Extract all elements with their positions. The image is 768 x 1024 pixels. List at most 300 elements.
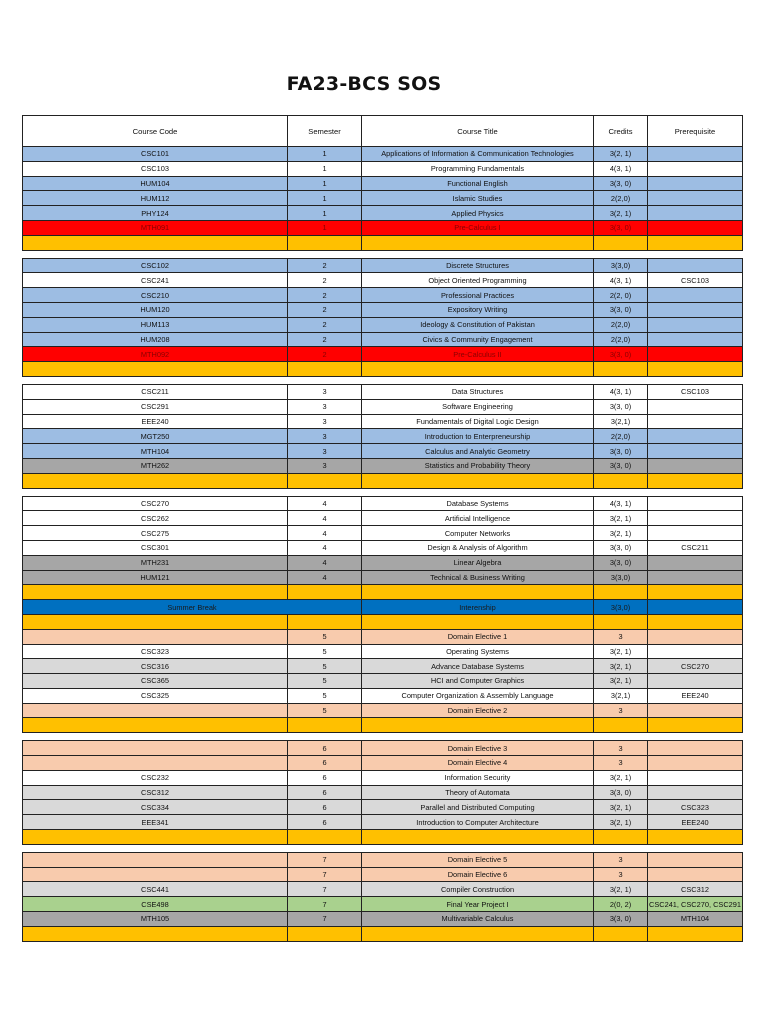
credits-cell: 2(2,0) (594, 332, 648, 347)
course-code-cell: MTH092 (23, 347, 288, 362)
course-title-cell: Expository Writing (362, 302, 594, 317)
course-title-cell: Compiler Construction (362, 882, 594, 897)
credits-cell: 3(3, 0) (594, 176, 648, 191)
credits-cell: 4(3, 1) (594, 161, 648, 176)
credits-cell: 3(2,1) (594, 688, 648, 703)
semester-cell: 7 (288, 867, 362, 882)
table-row (23, 332, 743, 347)
course-code-cell: CSC275 (23, 526, 288, 541)
prerequisite-cell (648, 629, 743, 644)
summer-break-cell: Summer Break (23, 600, 362, 615)
prerequisite-cell (648, 147, 743, 162)
course-title-cell: Applied Physics (362, 206, 594, 221)
credits-cell: 3(2, 1) (594, 147, 648, 162)
table-row (23, 852, 743, 867)
table-row (23, 897, 743, 912)
table-row (23, 555, 743, 570)
semester-cell: 3 (288, 444, 362, 459)
table-row (23, 288, 743, 303)
credits-cell (594, 488, 648, 496)
prerequisite-cell (648, 600, 743, 615)
header-credits: Credits (594, 116, 648, 147)
course-code-cell (23, 718, 288, 733)
credits-cell: 3 (594, 852, 648, 867)
prerequisite-cell: CSC103 (648, 273, 743, 288)
credits-cell: 2(2,0) (594, 429, 648, 444)
semester-cell: 2 (288, 347, 362, 362)
semester-cell: 6 (288, 815, 362, 830)
course-title-cell: Statistics and Probability Theory (362, 458, 594, 473)
course-code-cell: CSC334 (23, 800, 288, 815)
course-title-cell: Ideology & Constitution of Pakistan (362, 317, 594, 332)
course-title-cell (362, 830, 594, 845)
course-code-cell: CSC325 (23, 688, 288, 703)
table-row (23, 362, 743, 377)
semester-cell: 2 (288, 332, 362, 347)
course-title-cell: Introduction to Enterpreneurship (362, 429, 594, 444)
table-row (23, 600, 743, 615)
table-row (23, 770, 743, 785)
semester-cell: 6 (288, 800, 362, 815)
semester-cell: 1 (288, 206, 362, 221)
table-row (23, 302, 743, 317)
credits-cell: 3(2, 1) (594, 206, 648, 221)
page-title: FA23-BCS SOS (286, 73, 442, 95)
course-code-cell (23, 629, 288, 644)
semester-cell: 1 (288, 220, 362, 235)
prerequisite-cell (648, 399, 743, 414)
semester-cell (288, 830, 362, 845)
credits-cell: 3 (594, 703, 648, 718)
semester-cell: 5 (288, 688, 362, 703)
course-code-cell: HUM113 (23, 317, 288, 332)
prerequisite-cell (648, 785, 743, 800)
course-code-cell (23, 473, 288, 488)
credits-cell: 3(3, 0) (594, 540, 648, 555)
prerequisite-cell (648, 733, 743, 741)
semester-cell: 3 (288, 429, 362, 444)
table-row (23, 882, 743, 897)
table-row (23, 220, 743, 235)
course-code-cell: CSC316 (23, 659, 288, 674)
credits-cell (594, 718, 648, 733)
semester-cell: 7 (288, 912, 362, 927)
course-title-cell: Object Oriented Programming (362, 273, 594, 288)
course-code-cell: HUM120 (23, 302, 288, 317)
course-title-cell: Domain Elective 6 (362, 867, 594, 882)
credits-cell: 3(3, 0) (594, 302, 648, 317)
credits-cell: 3(2, 1) (594, 511, 648, 526)
credits-cell: 3(3, 0) (594, 444, 648, 459)
credits-cell: 4(3, 1) (594, 496, 648, 511)
course-code-cell: CSC441 (23, 882, 288, 897)
header-prerequisite: Prerequisite (648, 116, 743, 147)
course-title-cell: Discrete Structures (362, 258, 594, 273)
course-title-cell: Data Structures (362, 384, 594, 399)
table-row (23, 926, 743, 941)
prerequisite-cell (648, 830, 743, 845)
credits-cell: 2(2,0) (594, 317, 648, 332)
course-code-cell (23, 830, 288, 845)
course-code-cell (23, 614, 288, 629)
semester-cell: 6 (288, 785, 362, 800)
prerequisite-cell (648, 191, 743, 206)
course-code-cell: CSC232 (23, 770, 288, 785)
credits-cell: 3(3, 0) (594, 220, 648, 235)
credits-cell: 3(2, 1) (594, 882, 648, 897)
table-row (23, 191, 743, 206)
table-row (23, 912, 743, 927)
course-title-cell: HCI and Computer Graphics (362, 674, 594, 689)
semester-cell: 5 (288, 644, 362, 659)
semester-cell (288, 488, 362, 496)
course-title-cell: Artificial Intelligence (362, 511, 594, 526)
semester-cell: 3 (288, 458, 362, 473)
course-title-cell: Interenship (362, 600, 594, 615)
table-row (23, 161, 743, 176)
prerequisite-cell: CSC323 (648, 800, 743, 815)
credits-cell: 3 (594, 741, 648, 756)
prerequisite-cell (648, 288, 743, 303)
prerequisite-cell (648, 844, 743, 852)
credits-cell: 3(3, 0) (594, 347, 648, 362)
prerequisite-cell (648, 555, 743, 570)
course-code-cell: MTH104 (23, 444, 288, 459)
prerequisite-cell (648, 488, 743, 496)
course-code-cell: CSC270 (23, 496, 288, 511)
semester-cell: 2 (288, 317, 362, 332)
course-code-cell: CSC365 (23, 674, 288, 689)
table-row (23, 176, 743, 191)
table-row (23, 867, 743, 882)
table-row (23, 718, 743, 733)
credits-cell (594, 926, 648, 941)
prerequisite-cell (648, 867, 743, 882)
course-title-cell: Information Security (362, 770, 594, 785)
course-code-cell: HUM112 (23, 191, 288, 206)
table-row (23, 414, 743, 429)
semester-cell (288, 362, 362, 377)
prerequisite-cell (648, 511, 743, 526)
course-title-cell: Domain Elective 3 (362, 741, 594, 756)
course-code-cell: MTH091 (23, 220, 288, 235)
semester-cell (288, 473, 362, 488)
table-row (23, 235, 743, 250)
prerequisite-cell (648, 703, 743, 718)
table-row (23, 585, 743, 600)
credits-cell (594, 614, 648, 629)
semester-cell: 5 (288, 659, 362, 674)
table-row (23, 496, 743, 511)
credits-cell: 3(2, 1) (594, 815, 648, 830)
credits-cell: 3 (594, 867, 648, 882)
table-row (23, 800, 743, 815)
credits-cell (594, 376, 648, 384)
credits-cell: 3(3,0) (594, 258, 648, 273)
prerequisite-cell: EEE240 (648, 688, 743, 703)
prerequisite-cell (648, 756, 743, 771)
prerequisite-cell (648, 235, 743, 250)
course-title-cell: Final Year Project I (362, 897, 594, 912)
semester-cell: 3 (288, 414, 362, 429)
course-code-cell: MGT250 (23, 429, 288, 444)
semester-cell (288, 718, 362, 733)
table-row (23, 250, 743, 258)
course-title-cell: Operating Systems (362, 644, 594, 659)
prerequisite-cell (648, 376, 743, 384)
prerequisite-cell: CSC103 (648, 384, 743, 399)
course-title-cell (362, 718, 594, 733)
course-title-cell: Advance Database Systems (362, 659, 594, 674)
course-code-cell: CSC262 (23, 511, 288, 526)
table-row (23, 815, 743, 830)
course-title-cell: Fundamentals of Digital Logic Design (362, 414, 594, 429)
table-row (23, 147, 743, 162)
credits-cell: 3(3,0) (594, 600, 648, 615)
table-row (23, 258, 743, 273)
semester-cell (288, 614, 362, 629)
table-row (23, 844, 743, 852)
course-code-cell (23, 756, 288, 771)
course-code-cell (23, 733, 288, 741)
course-title-cell (362, 844, 594, 852)
semester-cell: 2 (288, 258, 362, 273)
semester-cell: 1 (288, 176, 362, 191)
table-row (23, 488, 743, 496)
credits-cell: 3(3, 0) (594, 555, 648, 570)
semester-cell: 6 (288, 741, 362, 756)
credits-cell: 3 (594, 756, 648, 771)
prerequisite-cell (648, 526, 743, 541)
prerequisite-cell (648, 444, 743, 459)
credits-cell (594, 250, 648, 258)
prerequisite-cell (648, 741, 743, 756)
prerequisite-cell (648, 458, 743, 473)
course-title-cell: Linear Algebra (362, 555, 594, 570)
credits-cell (594, 362, 648, 377)
table-row (23, 526, 743, 541)
prerequisite-cell (648, 674, 743, 689)
course-title-cell (362, 473, 594, 488)
credits-cell: 3(2, 1) (594, 644, 648, 659)
credits-cell: 3(3, 0) (594, 912, 648, 927)
table-row (23, 570, 743, 585)
course-code-cell (23, 844, 288, 852)
course-title-cell: Functional English (362, 176, 594, 191)
header-semester: Semester (288, 116, 362, 147)
course-code-cell (23, 362, 288, 377)
course-title-cell: Computer Networks (362, 526, 594, 541)
semester-cell (288, 235, 362, 250)
course-title-cell: Parallel and Distributed Computing (362, 800, 594, 815)
prerequisite-cell (648, 496, 743, 511)
course-code-cell: MTH262 (23, 458, 288, 473)
credits-cell (594, 235, 648, 250)
prerequisite-cell (648, 852, 743, 867)
semester-cell: 6 (288, 756, 362, 771)
prerequisite-cell (648, 362, 743, 377)
table-row (23, 703, 743, 718)
credits-cell: 3 (594, 629, 648, 644)
credits-cell: 3(2, 1) (594, 674, 648, 689)
course-code-cell: MTH105 (23, 912, 288, 927)
prerequisite-cell (648, 161, 743, 176)
table-row (23, 733, 743, 741)
credits-cell: 2(2, 0) (594, 288, 648, 303)
semester-cell: 4 (288, 570, 362, 585)
semester-cell: 3 (288, 399, 362, 414)
semester-cell: 6 (288, 770, 362, 785)
course-code-cell: CSC312 (23, 785, 288, 800)
table-header-row (23, 116, 743, 147)
table-row (23, 384, 743, 399)
credits-cell: 3(3, 0) (594, 785, 648, 800)
course-code-cell: CSE498 (23, 897, 288, 912)
semester-cell: 7 (288, 882, 362, 897)
course-title-cell: Computer Organization & Assembly Language (362, 688, 594, 703)
prerequisite-cell (648, 206, 743, 221)
course-code-cell: CSC241 (23, 273, 288, 288)
prerequisite-cell (648, 585, 743, 600)
course-title-cell: Technical & Business Writing (362, 570, 594, 585)
prerequisite-cell: CSC211 (648, 540, 743, 555)
course-code-cell (23, 852, 288, 867)
semester-cell: 4 (288, 511, 362, 526)
credits-cell: 3(2, 1) (594, 526, 648, 541)
course-code-cell: CSC301 (23, 540, 288, 555)
course-code-cell: MTH231 (23, 555, 288, 570)
course-title-cell: Theory of Automata (362, 785, 594, 800)
course-title-cell: Database Systems (362, 496, 594, 511)
credits-cell: 3(3, 0) (594, 458, 648, 473)
semester-cell (288, 376, 362, 384)
header-course-title: Course Title (362, 116, 594, 147)
credits-cell: 3(3, 0) (594, 399, 648, 414)
prerequisite-cell: CSC270 (648, 659, 743, 674)
course-title-cell (362, 376, 594, 384)
course-title-cell (362, 733, 594, 741)
semester-cell: 4 (288, 496, 362, 511)
semester-cell: 7 (288, 852, 362, 867)
table-row (23, 376, 743, 384)
course-title-cell (362, 250, 594, 258)
course-code-cell: CSC101 (23, 147, 288, 162)
prerequisite-cell (648, 926, 743, 941)
credits-cell: 3(3,0) (594, 570, 648, 585)
course-title-cell (362, 488, 594, 496)
course-code-cell (23, 250, 288, 258)
course-code-cell (23, 741, 288, 756)
prerequisite-cell (648, 644, 743, 659)
table-row (23, 317, 743, 332)
course-title-cell (362, 235, 594, 250)
prerequisite-cell (648, 250, 743, 258)
credits-cell: 4(3, 1) (594, 384, 648, 399)
semester-cell (288, 250, 362, 258)
credits-cell (594, 733, 648, 741)
credits-cell: 3(2, 1) (594, 770, 648, 785)
semester-cell: 3 (288, 384, 362, 399)
table-row (23, 688, 743, 703)
prerequisite-cell: CSC241, CSC270, CSC291 (648, 897, 743, 912)
table-row (23, 399, 743, 414)
course-title-cell: Domain Elective 5 (362, 852, 594, 867)
credits-cell: 2(0, 2) (594, 897, 648, 912)
course-title-cell (362, 614, 594, 629)
semester-cell: 7 (288, 897, 362, 912)
course-title-cell: Pre-Calculus I (362, 220, 594, 235)
header-course-code: Course Code (23, 116, 288, 147)
credits-cell: 4(3, 1) (594, 273, 648, 288)
table-row (23, 629, 743, 644)
table-row (23, 206, 743, 221)
table-row (23, 444, 743, 459)
semester-cell: 1 (288, 191, 362, 206)
credits-cell (594, 830, 648, 845)
semester-cell: 5 (288, 703, 362, 718)
prerequisite-cell (648, 332, 743, 347)
course-title-cell: Design & Analysis of Algorithm (362, 540, 594, 555)
table-row (23, 429, 743, 444)
course-title-cell: Civics & Community Engagement (362, 332, 594, 347)
course-code-cell: CSC291 (23, 399, 288, 414)
course-code-cell: CSC102 (23, 258, 288, 273)
table-row (23, 644, 743, 659)
semester-cell: 1 (288, 147, 362, 162)
course-title-cell (362, 926, 594, 941)
semester-cell: 5 (288, 629, 362, 644)
semester-cell (288, 585, 362, 600)
semester-cell: 1 (288, 161, 362, 176)
table-row (23, 458, 743, 473)
course-title-cell: Programming Fundamentals (362, 161, 594, 176)
course-title-cell: Applications of Information & Communication Technologies (362, 147, 594, 162)
course-title-cell: Domain Elective 1 (362, 629, 594, 644)
table-row (23, 540, 743, 555)
table-row (23, 347, 743, 362)
course-code-cell: PHY124 (23, 206, 288, 221)
prerequisite-cell (648, 429, 743, 444)
prerequisite-cell: EEE240 (648, 815, 743, 830)
credits-cell: 2(2,0) (594, 191, 648, 206)
prerequisite-cell (648, 473, 743, 488)
table-row (23, 659, 743, 674)
table-row (23, 674, 743, 689)
scheme-of-studies-table (22, 115, 743, 942)
course-title-cell (362, 585, 594, 600)
prerequisite-cell (648, 570, 743, 585)
course-code-cell: CSC323 (23, 644, 288, 659)
credits-cell: 3(2, 1) (594, 800, 648, 815)
course-title-cell: Multivariable Calculus (362, 912, 594, 927)
table-row (23, 473, 743, 488)
course-code-cell (23, 867, 288, 882)
semester-cell: 4 (288, 526, 362, 541)
course-title-cell: Pre-Calculus II (362, 347, 594, 362)
prerequisite-cell (648, 258, 743, 273)
course-code-cell: HUM104 (23, 176, 288, 191)
table-row (23, 785, 743, 800)
prerequisite-cell (648, 347, 743, 362)
table-row (23, 614, 743, 629)
course-code-cell: CSC210 (23, 288, 288, 303)
table-row (23, 511, 743, 526)
semester-cell: 4 (288, 555, 362, 570)
course-title-cell (362, 362, 594, 377)
course-title-cell: Domain Elective 4 (362, 756, 594, 771)
course-code-cell: HUM121 (23, 570, 288, 585)
credits-cell (594, 585, 648, 600)
